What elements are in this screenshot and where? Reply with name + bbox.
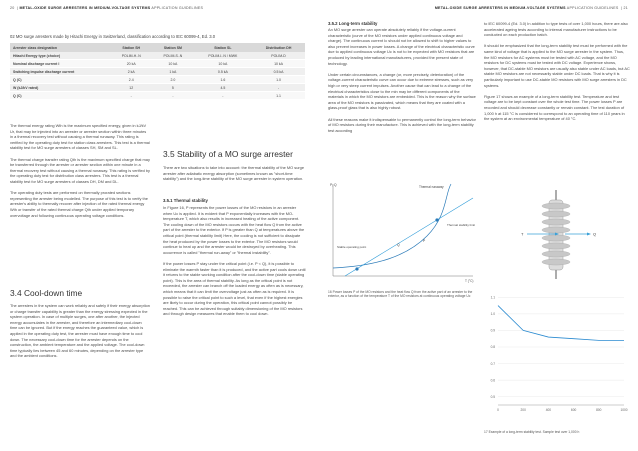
paragraph: If the power losses P stay under the critical point (i.e. P < Q), it is possible to eliminate the warmth faster than it is produced, and the active part cools down until it returns to the stable working condition after the cool-down time (stable operating point). This is the area of thermal stability. As long as the critical point is not exceeded, the arrester can branch off the loaded energy as often as is necessary, which means that it can limit the overvoltage just as often as is required. It is possible to raise the critical point to such a level, that even if the highest energies are likely to occur during the operation, this critical point cannot possibly be reached. This can be achieved through suitably dimensioning of the MO resistors and through design measures that enable them to cool down. bbox=[163, 260, 306, 317]
y-tick-label: 1.0 bbox=[490, 312, 495, 317]
label-q: Q bbox=[397, 243, 400, 247]
table-cell: - bbox=[194, 92, 252, 100]
table-cell: 2.0 bbox=[152, 76, 194, 84]
table-cell: POLIM-S..N bbox=[152, 52, 194, 60]
header-title: METAL-OXIDE SURGE ARRESTERS IN MEDIUM-VOLTAGE SYSTEMS bbox=[434, 6, 566, 10]
label-stability-limit: Thermal stability limit bbox=[447, 223, 476, 227]
limit-point-marker bbox=[435, 218, 438, 221]
paragraph: There are two situations to take into account: the thermal stability of the MO surge arrester after adiabatic energy absorption (sometimes known as "short-time stability") and the long-time stability of the MO surge arrester in system operation. bbox=[163, 165, 304, 182]
left-column-2-thermal bbox=[163, 205, 306, 322]
chart-grid bbox=[498, 297, 624, 405]
paragraph: Figure 17 shows an example of a long-term stability test. Temperature and test voltage are to be kept constant over the whole test time. The power losses P are recorded and should decrease constantly or remain constant. The test duration of 1,000 h at 115 °C is considered to correspond to an operating time of 110 years in the system at an environmental temperature of 40 °C. bbox=[484, 93, 625, 122]
figure-16-diagram bbox=[327, 176, 477, 286]
table-cell: 10 kA bbox=[194, 60, 252, 68]
table-cell: 1.0 bbox=[252, 76, 305, 84]
table-cell: 0.5 kA bbox=[252, 68, 305, 76]
table-cell: Q (C) bbox=[10, 76, 110, 84]
table-cell: Q (C) bbox=[10, 92, 110, 100]
table-cell: Switching impulse discharge current bbox=[10, 68, 110, 76]
section-heading-3-4: 3.4 Cool-down time bbox=[10, 288, 83, 298]
y-axis-label: P, Q bbox=[330, 183, 337, 187]
right-column-1-text bbox=[328, 27, 476, 139]
x-tick-label: 600 bbox=[570, 408, 577, 412]
paragraph: All these reasons make it indispensable to permanently control the long-term behavior of MO resistors during their manufacture. This is achieved with the long-term stability test according bbox=[328, 116, 476, 133]
label-t: T bbox=[521, 231, 524, 237]
arrow-head bbox=[587, 233, 591, 236]
x-tick-label: 400 bbox=[545, 408, 552, 412]
y-tick-label: 0.8 bbox=[490, 345, 495, 350]
table-title: 02 MO surge arresters made by Hitachi Energy in Switzerland, classification according to IEC 60099-4, Ed. 3.0 bbox=[10, 34, 216, 39]
power-loss-curve bbox=[333, 184, 451, 268]
table-cell: POLIM-D bbox=[252, 52, 305, 60]
table-row bbox=[10, 76, 305, 84]
x-tick-label: 0 bbox=[497, 408, 499, 412]
table-cell: - bbox=[152, 92, 194, 100]
table-header-cell: Distribution DH bbox=[252, 43, 305, 52]
table-header-cell: Station SL bbox=[194, 43, 252, 52]
table-cell: Hitachi Energy type (choice) bbox=[10, 52, 110, 60]
table-cell: W (kJ/kV rated) bbox=[10, 84, 110, 92]
figure-17-caption: 17 Example of a long-term stability test. Sample test over 1,000 h bbox=[484, 430, 580, 434]
table-row bbox=[10, 92, 305, 100]
paragraph: Under certain circumstances, a change (or, more precisely, deterioration) of the voltage-current characteristic curve can occur due to extreme stresses, such as very high or very steep current impulses. Another cause that can lead to a change of the electrical characteristics close to the min may be different components of the materials in which the MO resistors are embedded. This is the reason why the surface area of the MO resistors is passivated, which means that they are coated with a glass-proof glass that is also highly robust. bbox=[328, 71, 476, 111]
table-cell: 20 kA bbox=[110, 60, 152, 68]
y-tick-label: 0.9 bbox=[490, 328, 495, 333]
left-column-1-cooldown bbox=[10, 303, 150, 365]
stable-point-marker bbox=[355, 267, 358, 270]
table-cell: 1 kA bbox=[152, 68, 194, 76]
paragraph: The thermal charge transfer rating Qth is the maximum specified charge that may be transferred through the arrester or arrester section within one minute in a thermal recovery test without causing a thermal runaway. This rating is verified by the operating duty test for distribution class arresters. This test is a thermal stability test for MO surge arresters of classes DH, DM and DL. bbox=[10, 156, 150, 184]
table-cell: 0.5 kA bbox=[194, 68, 252, 76]
figure-17-chart bbox=[484, 283, 634, 423]
chart-y-ticks bbox=[491, 295, 496, 398]
paragraph: In Figure 16, P represents the power losses of the MO resistors in an arrester when Uc is applied. It is evident that P exponentially increases with the MO-temperature T, which also results in increased heating of the active component. The cooling down of the MO resistors occurs with the heat flow Q from the active part of the arrester to the exterior. If P is greater than Q at temperatures above the critical point (thermal stability limit) Here, the cooling is not sufficient to dissipate the heat produced by the power losses to the exterior. The MO resistors would continue to heat up and the arrester would be destroyed by overheating. This occurrence is called "thermal run-away" or "thermal instability". bbox=[163, 205, 305, 255]
right-column-2-text bbox=[484, 21, 630, 127]
y-tick-label: 0.6 bbox=[490, 378, 495, 383]
header-subtitle: APPLICATION GUIDELINES bbox=[566, 6, 619, 10]
x-tick-label: 800 bbox=[596, 408, 602, 412]
label-stable-operating-point: Stable operating point bbox=[337, 245, 367, 249]
table-cell: 10 kA bbox=[152, 60, 194, 68]
label-q: Q bbox=[593, 231, 597, 237]
paragraph: It should be emphasized that the long-term stability test must be performed with the same kind of voltage that is applied to the MO surge arrester in the system. Thus, the MO resistors for AC systems must be tested with AC voltage, and the MO resistors for DC systems must be tested with DC voltage. Experience shows, however, that DC-stable MO resistors are usually also stable under AC loads, but AC stable MO resistors are not necessarily stable under DC loads. That is why it is particularly important to use DC-stable MO resistors with MO surge arresters in DC systems. bbox=[484, 43, 630, 88]
page-number: 20 bbox=[10, 6, 15, 10]
table-row bbox=[10, 84, 305, 92]
left-column-1-text bbox=[10, 123, 150, 224]
table-cell: 4.5 bbox=[194, 84, 252, 92]
x-tick-label: 200 bbox=[520, 408, 526, 412]
paragraph: to IEC 60099-4 (Ed. 3.0) In addition to type tests of over 1,000 hours, there are also accelerated ageing tests according to internal manufacturer instructions to be conducted on each production batch. bbox=[484, 21, 628, 38]
paragraph: An MO surge arrester can operate absolutely reliably if the voltage-current characteristic (curve of the MO resistors under applied continuous voltage and charge). The continuous current Ic should not be allowed to shift to higher values to also prevent increases in power losses. A change of the electrical characteristic curve due to applied continuous voltage Uc is not to be expected with MO resistors that are produced by leading international manufacturers, provided the present state of technology. bbox=[328, 27, 475, 66]
section-heading-3-5: 3.5 Stability of a MO surge arrester bbox=[163, 149, 293, 159]
table-cell: POLIM-I..N / MWK bbox=[194, 52, 252, 60]
label-thermal-runaway: Thermal runaway bbox=[419, 185, 444, 189]
paragraph: The thermal energy rating Wth is the maximum specified energy, given in kJ/kV Ur, that may be injected into an arrester or arrester section within three minutes in a thermal recovery test without causing a thermal runaway. This rating is verified by the operating duty test for station class arresters. This test is a thermal stability test for MO surge arresters of classes SH, SM and SL. bbox=[10, 123, 150, 151]
table-cell: 5 bbox=[152, 84, 194, 92]
page-number: 21 bbox=[623, 6, 628, 10]
heat-flow-line bbox=[345, 198, 476, 276]
table-row bbox=[10, 60, 305, 68]
section-heading-3-5-1: 3.5.1 Thermal stability bbox=[163, 198, 208, 203]
table-cell: Nominal discharge current I bbox=[10, 60, 110, 68]
chart-series-line bbox=[498, 306, 624, 341]
table-cell: 1.1 bbox=[252, 92, 305, 100]
table-cell: 1.6 bbox=[194, 76, 252, 84]
table-row bbox=[10, 52, 305, 60]
x-axis-label: T (°C) bbox=[465, 279, 474, 283]
table-cell: POLIM-H..N bbox=[110, 52, 152, 60]
table-cell: 10 kA bbox=[252, 60, 305, 68]
table-cell: 2 kA bbox=[110, 68, 152, 76]
right-page bbox=[319, 0, 638, 451]
table-row bbox=[10, 68, 305, 76]
label-p: P bbox=[423, 239, 426, 243]
chart-x-ticks bbox=[497, 408, 628, 412]
y-tick-label: 0.7 bbox=[490, 361, 495, 366]
figure-16-caption: 16 Power losses P of the MO resistors and the heat flow Q from the active part of an arrester to the exterior, as a function of the temperature T of the MO resistors at continuous operating voltage Uc bbox=[328, 290, 473, 299]
table-cell: - bbox=[110, 92, 152, 100]
table-cell: - bbox=[252, 84, 305, 92]
left-column-2-text bbox=[163, 165, 306, 187]
header-subtitle: APPLICATION GUIDELINES bbox=[151, 6, 204, 10]
header-title: METAL-OXIDE SURGE ARRESTERS IN MEDIUM-VOLTAGE SYSTEMS bbox=[19, 6, 151, 10]
table-header-row bbox=[10, 43, 305, 52]
table-header-cell: Station SM bbox=[152, 43, 194, 52]
arrester-illustration bbox=[511, 190, 601, 280]
paragraph: The arresters in the system can work reliably and safely if their energy absorption or charge transfer capability is greater than the energy stressing expected in the system operation. In case of multiple surges, one after another, the injected energy accumulates in the arrester, and therefore an intermediary cool-down time can be ignored. But if the energy reaches the guaranteed value, which is applied in the operating duty test, the arrester must have enough time to cool down. The necessary cool-down time for the arrester depends on the construction, the ambient temperature and the applied voltage. The cool-down time typically lies between 45 and 60 minutes, depending on the arrester type and the ambient conditions. bbox=[10, 303, 150, 359]
table-header-cell: Arrester class designation bbox=[10, 43, 110, 52]
header-left: 20 | METAL-OXIDE SURGE ARRESTERS IN MEDIUM-VOLTAGE SYSTEMS APPLICATION GUIDELINES bbox=[10, 6, 204, 10]
y-tick-label: 1.1 bbox=[490, 295, 495, 300]
header-right: METAL-OXIDE SURGE ARRESTERS IN MEDIUM-VOLTAGE SYSTEMS APPLICATION GUIDELINES | 21 bbox=[434, 6, 628, 10]
table-cell: 12 bbox=[110, 84, 152, 92]
x-tick-label: 1000 bbox=[620, 408, 628, 412]
y-tick-label: 0.5 bbox=[490, 394, 495, 399]
table-cell: 2.4 bbox=[110, 76, 152, 84]
table-header-cell: Station SH bbox=[110, 43, 152, 52]
classification-table bbox=[10, 43, 305, 100]
paragraph: The operating duty tests are performed on thermally prorated sections representing the arrester being modelled. The purpose of this test is to verify the arrester's ability to thermally recover after injection of the rated thermal energy Wth or transfer of the rated thermal charge Qth under applied temporary overvoltage and following continuous operating voltage conditions. bbox=[10, 190, 148, 218]
section-heading-3-5-2: 3.5.2 Long-term stability bbox=[328, 21, 378, 26]
